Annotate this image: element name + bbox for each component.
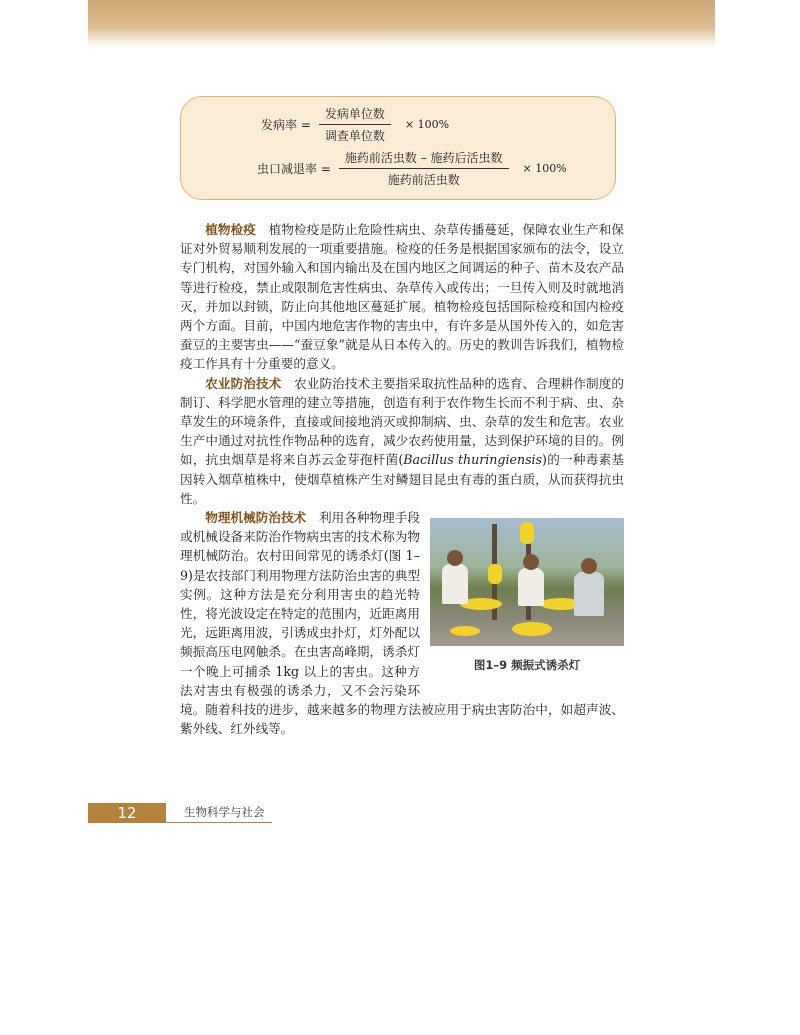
insect-trap-lamp-photo [430,518,624,646]
footer-rule [166,822,272,823]
paragraph-body-part1: 农业防治技术主要指采取抗性品种的选育、合理耕作制度的制订、科学肥水管理的建立等措施，创造有利于农作物生长而不利于病、虫、杂草发生的环境条件，直接或间接地消灭或抑制病、虫、杂草的发生和危害。农业生产中通过对抗性作物品种的选育，减少农药使用量，达到保护环境的目的。例如，抗虫烟草是将来自苏云金芽孢杆菌( [180,375,625,468]
reduction-lhs: 虫口减退率 = [257,162,331,176]
formula-box [180,96,616,200]
incidence-fraction [319,105,391,144]
page-number: 12 [88,803,166,823]
term-plant-quarantine: 植物检疫 [205,222,256,237]
latin-species-name: Bacillus thuringiensis [403,452,543,468]
reduction-numerator: 施药前活虫数 – 施药后活虫数 [339,149,509,169]
reduction-denominator: 施药前活虫数 [387,173,460,187]
reduction-fraction [339,149,509,188]
figure-1-9 [430,512,624,698]
paragraph-physical-control [180,508,624,738]
book-title: 生物科学与社会 [184,805,265,819]
figure-caption: 图1–9 频振式诱杀灯 [473,658,581,673]
paragraph-agricultural-control [180,374,624,508]
term-physical-control: 物理机械防治技术 [205,510,307,526]
paragraph-plant-quarantine [180,220,624,374]
paragraph-body: 植物检疫是防止危险性病虫、杂草传播蔓延，保障农业生产和保证对外贸易顺利发展的一项重要措施。检疫的任务是根据国家颁布的法令，设立专门机构，对国外输入和国内输出及在国内地区之间调运的种子、苗木及农产品等进行检疫，禁止或限制危害性病虫、杂草传入或传出；一旦传入则及时就地消灭，并加以封锁，防止向其他地区蔓延扩展。植物检疫包括国际检疫和国内检疫两个方面。目前，中国内地危害作物的害虫中，有许多是从国外传入的，如危害蚕豆的主要害虫——“蚕豆象”就是从日本传入的。历史的教训告诉我们，植物检疫工作具有十分重要的意义。 [180,222,625,372]
paragraph-body-part2: )的一种毒素基因转入烟草植株中，使烟草植株产生对鳞翅目昆虫有毒的蛋白质，从而获得抗虫性。 [180,452,624,506]
incidence-lhs: 发病率 = [261,118,311,132]
incidence-denominator: 调查单位数 [324,129,385,143]
header-band [88,0,715,48]
paragraph-body: 利用各种物理手段或机械设备来防治作物病虫害的技术称为物理机械防治。农村田间常见的诱杀灯(图 1–9)是农技部门利用物理方法防治虫害的典型实例。这种方法是充分利用害虫的趋光特性，将光波设定在特定的范围内，近距离用光，远距离用波，引诱成虫扑灯，灯外配以频振高压电网触杀。在虫害高峰期，诱杀灯一个晚上可捕杀 1kg 以上的害虫。这种方法对害虫有极强的诱杀力，又不会污染环境。随着科技的进步，越来越多的物理方法被应用于病虫害防治中，如超声波、紫外线、红外线等。 [180,510,624,737]
reduction-factor: × 100% [522,162,567,175]
term-agricultural-control: 农业防治技术 [205,375,282,391]
body-text [180,220,624,738]
reduction-formula [257,149,567,188]
incidence-numerator: 发病单位数 [319,105,391,125]
incidence-factor: × 100% [404,118,450,131]
incidence-formula [261,105,449,144]
